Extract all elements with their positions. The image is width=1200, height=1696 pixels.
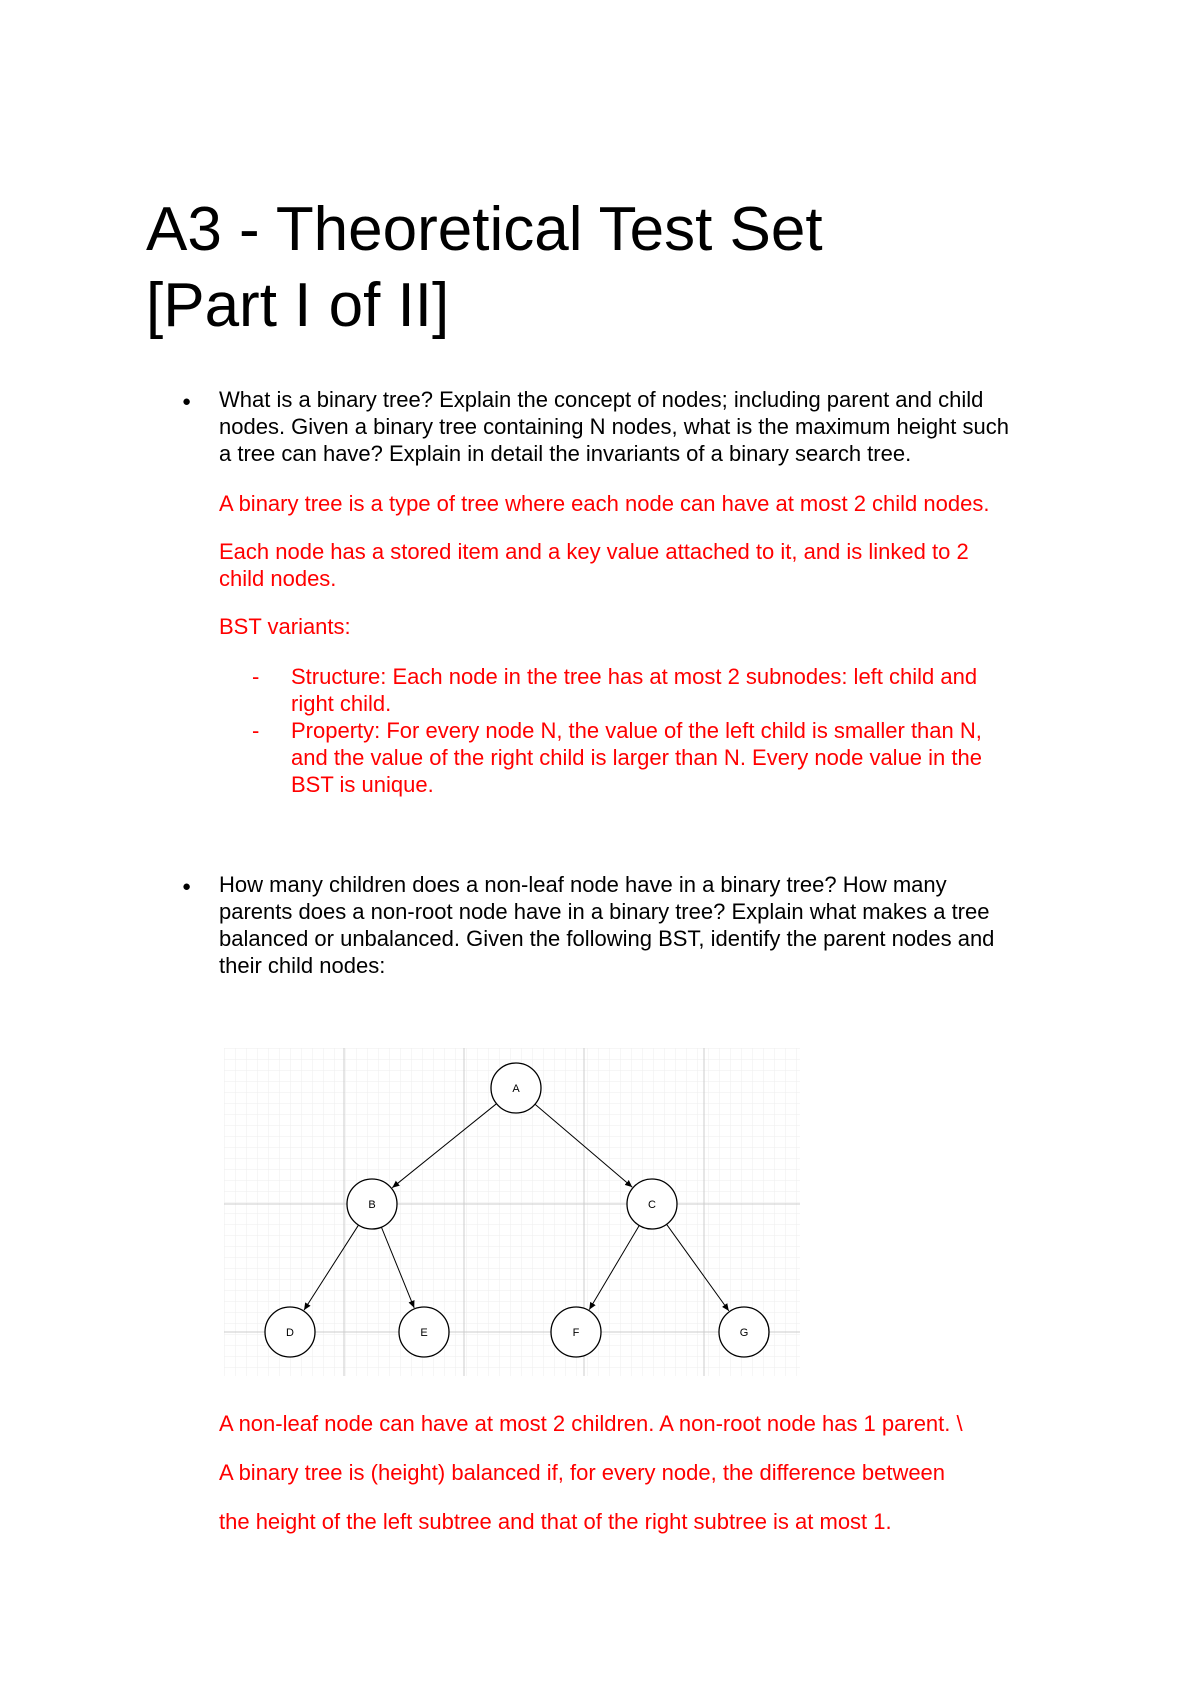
sub-line: and the value of the right child is larger than N. Every node value in the — [291, 745, 982, 770]
answer-1-nodes — [219, 538, 969, 592]
sub-line: right child. — [291, 691, 392, 716]
sub-line: Structure: Each node in the tree has at most 2 subnodes: left child and — [291, 664, 978, 689]
bst-property-item — [291, 717, 982, 798]
bst-heading-text: BST variants: — [219, 614, 351, 639]
answer-line: Each node has a stored item and a key value attached to it, and is linked to 2 — [219, 539, 969, 564]
dash-bullet: - — [252, 664, 260, 689]
binary-tree-diagram — [224, 1048, 800, 1376]
answer-2-children — [219, 1410, 963, 1437]
tree-node-label-b: B — [368, 1199, 376, 1211]
bullet-icon: ● — [182, 393, 192, 410]
question-1-line: a tree can have? Explain in detail the invariants of a binary search tree. — [219, 441, 912, 466]
answer-line: A non-leaf node can have at most 2 children. A non-root node has 1 parent. \ — [219, 1411, 963, 1436]
title-line-2: [Part I of II] — [146, 271, 450, 340]
question-2-line: How many children does a non-leaf node have in a binary tree? How many — [219, 872, 947, 897]
answer-2-balanced — [219, 1459, 945, 1486]
sub-line: BST is unique. — [291, 772, 434, 797]
question-2 — [219, 871, 994, 979]
title-line-1: A3 - Theoretical Test Set — [146, 195, 823, 264]
bst-structure-item — [291, 663, 977, 717]
dash-bullet: - — [252, 718, 260, 743]
tree-node-label-a: A — [512, 1083, 520, 1095]
question-1-line: What is a binary tree? Explain the concept of nodes; including parent and child — [219, 387, 984, 412]
sub-line: Property: For every node N, the value of the left child is smaller than N, — [291, 718, 982, 743]
tree-node-label-e: E — [420, 1327, 428, 1339]
answer-line: A binary tree is (height) balanced if, for every node, the difference between — [219, 1460, 946, 1485]
answer-2-height — [219, 1508, 892, 1535]
bst-heading — [219, 613, 351, 640]
question-1-line: nodes. Given a binary tree containing N nodes, what is the maximum height such — [219, 414, 1009, 439]
answer-1-definition — [219, 490, 989, 517]
tree-node-label-f: F — [572, 1327, 580, 1339]
tree-node-label-d: D — [286, 1327, 294, 1339]
answer-line: child nodes. — [219, 566, 337, 591]
tree-node-label-c: C — [648, 1199, 656, 1211]
answer-line: the height of the left subtree and that of the right subtree is at most 1. — [219, 1509, 892, 1534]
question-1 — [219, 386, 1009, 467]
page-title — [146, 192, 823, 344]
question-2-line: parents does a non-root node have in a binary tree? Explain what makes a tree — [219, 899, 990, 924]
tree-node-label-g: G — [739, 1327, 749, 1339]
question-2-line: balanced or unbalanced. Given the following BST, identify the parent nodes and — [219, 926, 995, 951]
answer-line: A binary tree is a type of tree where each node can have at most 2 child nodes. — [219, 491, 990, 516]
question-2-line: their child nodes: — [219, 953, 386, 978]
bullet-icon: ● — [182, 878, 192, 895]
